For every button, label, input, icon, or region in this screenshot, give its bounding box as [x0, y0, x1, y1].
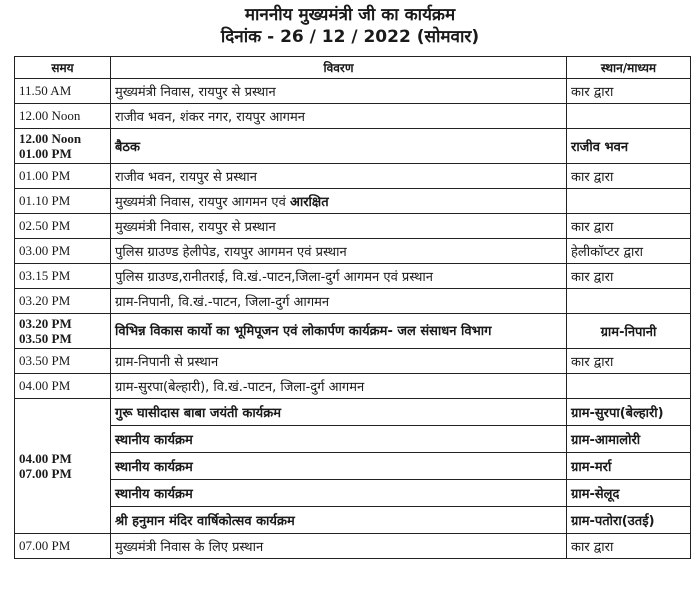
- description-cell: ग्राम-निपानी, वि.खं.-पाटन, जिला-दुर्ग आगमन: [111, 289, 567, 314]
- table-row: [15, 314, 691, 349]
- time-cell: 01.00 PM: [15, 164, 111, 189]
- description-cell: पुलिस ग्राउण्ड हेलीपेड, रायपुर आगमन एवं प्रस्थान: [111, 239, 567, 264]
- place-cell: राजीव भवन: [567, 129, 691, 164]
- table-row: [15, 534, 691, 559]
- place-cell: ग्राम-निपानी: [567, 314, 691, 349]
- document-title: माननीय मुख्यमंत्री जी का कार्यक्रम: [244, 5, 456, 25]
- table-row: [15, 164, 691, 189]
- place-cell: कार द्वारा: [567, 534, 691, 559]
- description-cell: स्थानीय कार्यक्रम: [111, 480, 567, 507]
- description-cell: पुलिस ग्राउण्ड,रानीतराई, वि.खं.-पाटन,जिला-दुर्ग आगमन एवं प्रस्थान: [111, 264, 567, 289]
- description-cell: राजीव भवन, रायपुर से प्रस्थान: [111, 164, 567, 189]
- description-cell: [111, 314, 567, 349]
- table-row: [15, 426, 691, 453]
- table-row: [15, 214, 691, 239]
- time-cell: [15, 129, 111, 164]
- time-cell: 03.20 PM: [15, 289, 111, 314]
- time-cell: 12.00 Noon: [15, 104, 111, 129]
- place-cell: ग्राम-पतोरा(उतई): [567, 507, 691, 534]
- description-cell: स्थानीय कार्यक्रम: [111, 453, 567, 480]
- place-cell: [567, 189, 691, 214]
- time-cell: 03.00 PM: [15, 239, 111, 264]
- description-cell: बैठक: [111, 129, 567, 164]
- table-row: [15, 453, 691, 480]
- table-row: [15, 264, 691, 289]
- time-cell: 03.15 PM: [15, 264, 111, 289]
- time-end: 07.00 PM: [19, 466, 72, 481]
- time-end: 01.00 PM: [19, 146, 72, 161]
- place-cell: कार द्वारा: [567, 214, 691, 239]
- place-cell: कार द्वारा: [567, 164, 691, 189]
- document-date: दिनांक - 26 / 12 / 2022 (सोमवार): [220, 27, 480, 47]
- place-cell: हेलीकॉप्टर द्वारा: [567, 239, 691, 264]
- description-cell: मुख्यमंत्री निवास, रायपुर से प्रस्थान: [111, 79, 567, 104]
- time-cell: 07.00 PM: [15, 534, 111, 559]
- description-text: विभिन्न विकास कार्यो का भूमिपूजन एवं लोकार्पण कार्यक्रम- जल संसाधन विभाग: [115, 323, 492, 339]
- place-cell: ग्राम-सुरपा(बेल्हारी): [567, 399, 691, 426]
- time-cell: 03.50 PM: [15, 349, 111, 374]
- place-cell: [567, 104, 691, 129]
- description-cell: [111, 189, 567, 214]
- description-cell: श्री हनुमान मंदिर वार्षिकोत्सव कार्यक्रम: [111, 507, 567, 534]
- place-cell: ग्राम-आमालोरी: [567, 426, 691, 453]
- description-text: मुख्यमंत्री निवास, रायपुर आगमन एवं: [115, 195, 286, 210]
- description-cell: ग्राम-निपानी से प्रस्थान: [111, 349, 567, 374]
- time-cell: 01.10 PM: [15, 189, 111, 214]
- place-cell: कार द्वारा: [567, 349, 691, 374]
- description-cell: स्थानीय कार्यक्रम: [111, 426, 567, 453]
- table-row: [15, 374, 691, 399]
- table-row: [15, 480, 691, 507]
- table-row: [15, 507, 691, 534]
- place-cell: [567, 374, 691, 399]
- time-cell: 11.50 AM: [15, 79, 111, 104]
- reserved-label: आरक्षित: [289, 195, 329, 210]
- description-cell: मुख्यमंत्री निवास के लिए प्रस्थान: [111, 534, 567, 559]
- time-start: 12.00 Noon: [19, 131, 82, 146]
- table-row: [15, 79, 691, 104]
- column-header-description: विवरण: [111, 57, 567, 79]
- table-row: [15, 189, 691, 214]
- table-row: [15, 399, 691, 426]
- table-row: [15, 349, 691, 374]
- time-cell: [15, 314, 111, 349]
- time-cell: 02.50 PM: [15, 214, 111, 239]
- place-cell: [567, 289, 691, 314]
- description-cell: राजीव भवन, शंकर नगर, रायपुर आगमन: [111, 104, 567, 129]
- place-cell: ग्राम-सेलूद: [567, 480, 691, 507]
- description-cell: ग्राम-सुरपा(बेल्हारी), वि.खं.-पाटन, जिला-दुर्ग आगमन: [111, 374, 567, 399]
- time-start: 04.00 PM: [19, 451, 72, 466]
- place-cell: कार द्वारा: [567, 264, 691, 289]
- time-cell: 04.00 PM: [15, 374, 111, 399]
- time-start: 03.20 PM: [19, 316, 72, 331]
- table-row: [15, 129, 691, 164]
- place-cell: ग्राम-मर्रा: [567, 453, 691, 480]
- place-cell: कार द्वारा: [567, 79, 691, 104]
- group-time-cell: [15, 399, 111, 534]
- column-header-time: समय: [15, 57, 111, 79]
- column-header-place: स्थान/माध्यम: [567, 57, 691, 79]
- schedule-table: [14, 56, 691, 559]
- table-row: [15, 289, 691, 314]
- description-cell: गुरू घासीदास बाबा जयंती कार्यक्रम: [111, 399, 567, 426]
- description-cell: मुख्यमंत्री निवास, रायपुर से प्रस्थान: [111, 214, 567, 239]
- table-header-row: [15, 57, 691, 79]
- table-row: [15, 239, 691, 264]
- time-end: 03.50 PM: [19, 331, 72, 346]
- table-row: [15, 104, 691, 129]
